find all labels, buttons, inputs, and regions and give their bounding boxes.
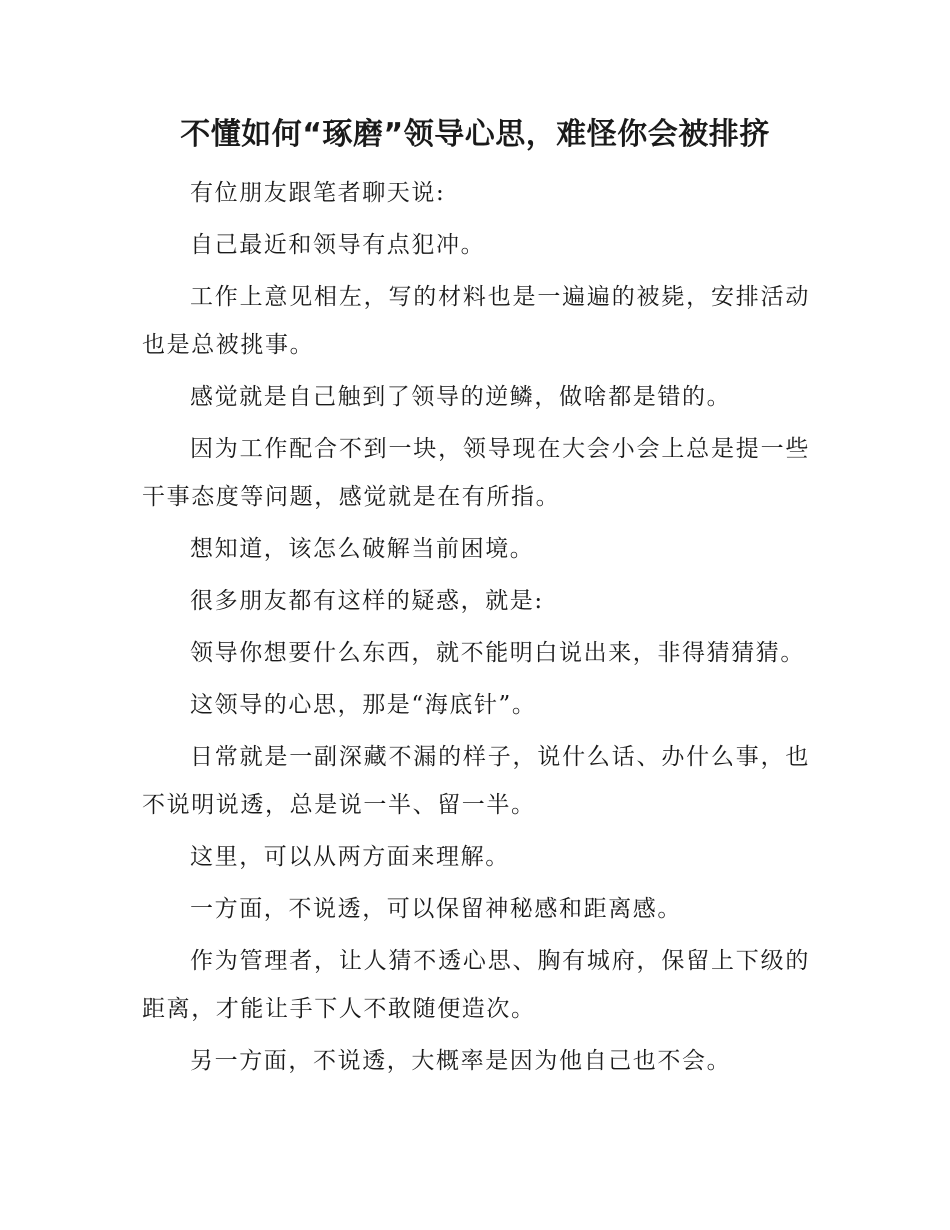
document-title: 不懂如何“琢磨”领导心思，难怪你会被排挤	[180, 117, 770, 152]
paragraph-2: 自己最近和领导有点犯冲。	[190, 232, 486, 258]
document-body	[142, 169, 810, 1089]
paragraph-7: 很多朋友都有这样的疑惑，就是:	[190, 588, 544, 614]
paragraph-8: 领导你想要什么东西，就不能明白说出来，非得猜猜猜。	[190, 640, 805, 666]
paragraph-14: 另一方面，不说透，大概率是因为他自己也不会。	[190, 1048, 732, 1074]
paragraph-11: 这里，可以从两方面来理解。	[190, 844, 510, 870]
paragraph-5: 因为工作配合不到一块，领导现在大会小会上总是提一些干事态度等问题，感觉就是在有所指。	[142, 436, 810, 510]
paragraph-12: 一方面，不说透，可以保留神秘感和距离感。	[190, 896, 682, 922]
paragraph-13: 作为管理者，让人猜不透心思、胸有城府，保留上下级的距离，才能让手下人不敢随便造次。	[142, 948, 810, 1022]
paragraph-3: 工作上意见相左，写的材料也是一遍遍的被毙，安排活动也是总被挑事。	[142, 284, 810, 358]
paragraph-6: 想知道，该怎么破解当前困境。	[190, 536, 535, 562]
paragraph-1: 有位朋友跟笔者聊天说:	[190, 180, 446, 206]
paragraph-9: 这领导的心思，那是“海底针”。	[190, 692, 537, 718]
paragraph-4: 感觉就是自己触到了领导的逆鳞，做啥都是错的。	[190, 384, 732, 410]
paragraph-10: 日常就是一副深藏不漏的样子，说什么话、办什么事，也不说明说透，总是说一半、留一半。	[142, 744, 810, 818]
